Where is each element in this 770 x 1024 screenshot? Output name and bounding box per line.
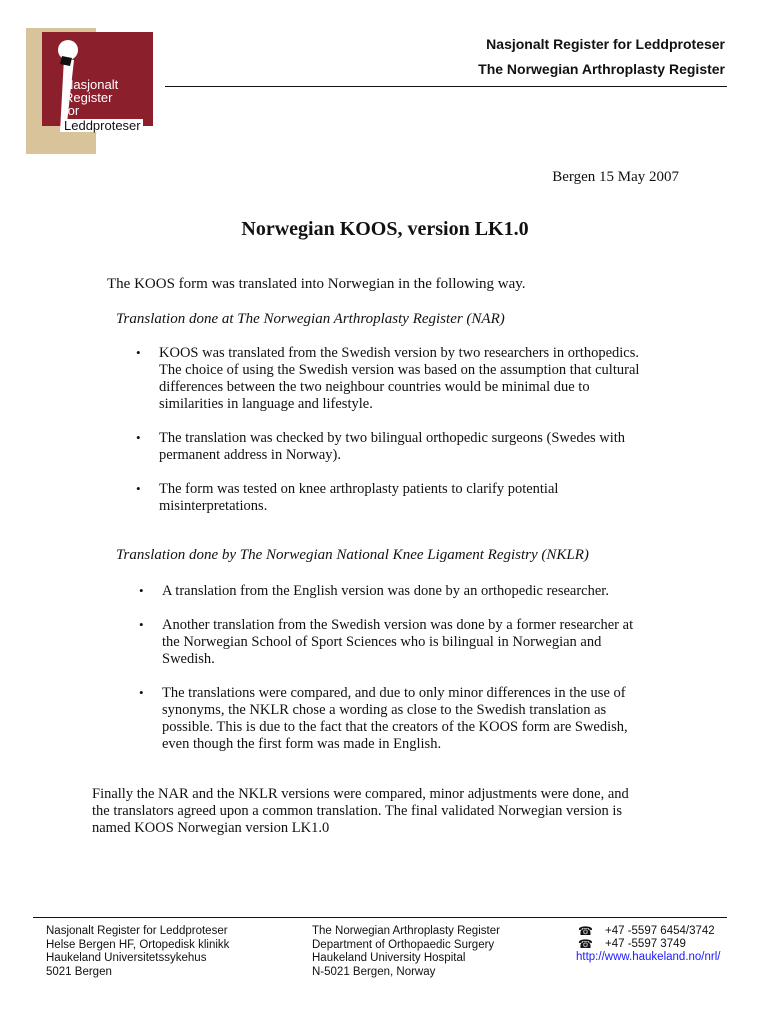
- footer-fax: +47 -5597 3749: [605, 938, 686, 950]
- bullet-line: possible. This is due to the fact that the creators of the KOOS form are Swedish,: [162, 719, 628, 735]
- bullet-item: [162, 685, 628, 753]
- closing-line: named KOOS Norwegian version LK1.0: [92, 820, 330, 836]
- logo-line: Nasjonalt: [64, 77, 119, 92]
- footer-line: N-5021 Bergen, Norway: [312, 965, 436, 978]
- logo-text: [64, 78, 118, 117]
- phone-icon: ☎: [578, 924, 593, 938]
- letter-date: Bergen 15 May 2007: [552, 169, 679, 185]
- closing-paragraph: [92, 786, 629, 837]
- bullet-line: differences between the two neighbour countries would be minimal due to: [159, 379, 590, 395]
- section-nklr-heading: Translation done by The Norwegian National Knee Ligament Registry (NKLR): [116, 547, 589, 563]
- logo-last-line: Leddproteser: [64, 118, 141, 133]
- bullet-item: [159, 430, 625, 464]
- closing-line: Finally the NAR and the NKLR versions were compared, minor adjustments were done, and: [92, 786, 629, 802]
- bullet-line: synonyms, the NKLR chose a wording as close to the Swedish translation as: [162, 702, 607, 718]
- bullet-line: A translation from the English version was done by an orthopedic researcher.: [162, 583, 609, 599]
- footer-address-norwegian: [46, 925, 229, 979]
- bullet-line: even though the first form was made in English.: [162, 736, 442, 752]
- bullet-line: The translation was checked by two bilingual orthopedic surgeons (Swedes with: [159, 430, 626, 446]
- logo-line: for: [64, 103, 80, 118]
- header-divider: [165, 86, 727, 87]
- bullet-line: permanent address in Norway).: [159, 447, 341, 463]
- nrl-logo: [26, 28, 154, 154]
- bullet-line: The form was tested on knee arthroplasty patients to clarify potential: [159, 481, 559, 497]
- bullet-marker: •: [139, 583, 144, 598]
- intro-paragraph: The KOOS form was translated into Norwegian in the following way.: [107, 276, 526, 292]
- bullet-item: [159, 481, 558, 515]
- header-org-english: The Norwegian Arthroplasty Register: [478, 61, 725, 77]
- footer-phone: +47 -5597 6454/3742: [605, 925, 715, 937]
- footer-line: Nasjonalt Register for Leddproteser: [46, 925, 228, 937]
- bullet-item: [162, 583, 609, 600]
- logo-line: Register: [64, 90, 113, 105]
- bullet-line: the Norwegian School of Sport Sciences who is bilingual in Norwegian and: [162, 634, 602, 650]
- bullet-line: Swedish.: [162, 651, 215, 667]
- bullet-line: The translations were compared, and due to only minor differences in the use of: [162, 685, 626, 701]
- bullet-marker: •: [136, 481, 141, 496]
- bullet-line: Another translation from the Swedish version was done by a former researcher at: [162, 617, 634, 633]
- bullet-line: similarities in language and lifestyle.: [159, 396, 373, 412]
- fax-icon: ☎: [578, 937, 593, 951]
- footer-line: The Norwegian Arthroplasty Register: [312, 925, 500, 937]
- bullet-marker: •: [136, 430, 141, 445]
- document-title: Norwegian KOOS, version LK1.0: [241, 218, 529, 240]
- bullet-marker: •: [139, 685, 144, 700]
- footer-line: Department of Orthopaedic Surgery: [312, 938, 495, 951]
- footer-line: 5021 Bergen: [46, 965, 112, 978]
- section-nar-heading: Translation done at The Norwegian Arthroplasty Register (NAR): [116, 311, 505, 327]
- footer-line: Haukeland University Hospital: [312, 952, 466, 964]
- bullet-line: The choice of using the Swedish version was based on the assumption that cultural: [159, 362, 640, 378]
- closing-line: the translators agreed upon a common translation. The final validated Norwegian version is: [92, 803, 623, 819]
- footer-line: Haukeland Universitetssykehus: [46, 952, 207, 964]
- footer-website-link[interactable]: http://www.haukeland.no/nrl/: [576, 951, 721, 963]
- bullet-line: misinterpretations.: [159, 498, 268, 514]
- bullet-marker: •: [136, 345, 141, 360]
- bullet-item: [162, 617, 633, 668]
- footer-divider: [33, 917, 727, 918]
- footer-line: Helse Bergen HF, Ortopedisk klinikk: [46, 938, 230, 951]
- bullet-line: KOOS was translated from the Swedish version by two researchers in orthopedics.: [159, 345, 640, 361]
- bullet-marker: •: [139, 617, 144, 632]
- bullet-item: [159, 345, 639, 413]
- footer-address-english: [312, 925, 500, 979]
- header-org-norwegian: Nasjonalt Register for Leddproteser: [486, 36, 725, 52]
